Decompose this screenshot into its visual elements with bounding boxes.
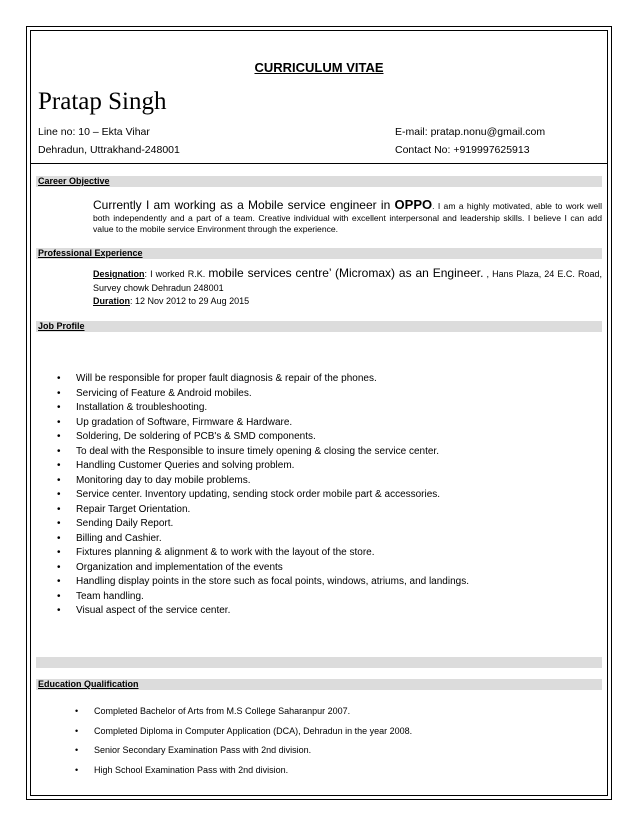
list-item: • Will be responsible for proper fault diagnosis & repair of the phones. — [76, 372, 469, 387]
list-item: • Installation & troubleshooting. — [76, 401, 469, 416]
education-heading: Education Qualification — [38, 679, 139, 689]
designation-main: mobile services centre’ (Micromax) as an Engineer. — [208, 266, 484, 280]
list-item: • Handling display points in the store such as focal points, windows, atriums, and landings. — [76, 575, 469, 590]
job-profile-bar — [36, 321, 602, 332]
education-list — [94, 702, 412, 780]
list-item: • Service center. Inventory updating, sending stock order mobile part & accessories. — [76, 488, 469, 503]
list-item: • Handling Customer Queries and solving problem. — [76, 459, 469, 474]
duration-line — [93, 296, 249, 306]
list-item: • Soldering, De soldering of PCB's & SMD components. — [76, 430, 469, 445]
designation-label: Designation — [93, 269, 145, 279]
duration-label: Duration — [93, 296, 130, 306]
document-title: CURRICULUM VITAE — [254, 60, 384, 75]
address-line-2: Dehradun, Uttrakhand-248001 — [38, 144, 180, 156]
list-item: • Organization and implementation of the events — [76, 561, 469, 576]
list-item: • Team handling. — [76, 590, 469, 605]
list-item: • Sending Daily Report. — [76, 517, 469, 532]
duration-value: : 12 Nov 2012 to 29 Aug 2015 — [130, 296, 250, 306]
objective-body: . I am a highly motivated, able to work well both independently and a part of a team. Creative individual with excellent interpersonal and leadership skills. I believe I can add value to the mobile service Environment through the experience. — [93, 201, 603, 234]
career-objective-text — [93, 199, 602, 236]
objective-lead: Currently I am working as a Mobile service engineer in — [93, 198, 395, 212]
candidate-name: Pratap Singh — [38, 88, 167, 115]
contact-number: Contact No: +919997625913 — [395, 144, 530, 156]
list-item: • Fixtures planning & alignment & to work with the layout of the store. — [76, 546, 469, 561]
list-item: • Repair Target Orientation. — [76, 503, 469, 518]
list-item: • To deal with the Responsible to insure timely opening & closing the service center. — [76, 445, 469, 460]
list-item: • High School Examination Pass with 2nd division. — [94, 761, 412, 781]
list-item: • Up gradation of Software, Firmware & Hardware. — [76, 416, 469, 431]
list-item: • Completed Bachelor of Arts from M.S College Saharanpur 2007. — [94, 702, 412, 722]
job-profile-list — [76, 372, 469, 619]
spacer-bar — [36, 657, 602, 668]
list-item: • Monitoring day to day mobile problems. — [76, 474, 469, 489]
career-objective-bar — [36, 176, 602, 187]
list-item: • Billing and Cashier. — [76, 532, 469, 547]
designation-prefix: : I worked R.K. — [144, 269, 209, 279]
list-item: • Visual aspect of the service center. — [76, 604, 469, 619]
objective-company: OPPO — [394, 197, 433, 212]
designation-text — [93, 266, 602, 295]
list-item: • Senior Secondary Examination Pass with 2nd division. — [94, 741, 412, 761]
email: E-mail: pratap.nonu@gmail.com — [395, 126, 546, 138]
address-line-1: Line no: 10 – Ekta Vihar — [38, 126, 150, 138]
header-divider — [30, 163, 608, 164]
list-item: • Completed Diploma in Computer Application (DCA), Dehradun in the year 2008. — [94, 722, 412, 742]
career-objective-heading: Career Objective — [38, 176, 110, 186]
list-item: • Servicing of Feature & Android mobiles. — [76, 387, 469, 402]
designation-address: , Hans Plaza, 24 E.C. Road, Survey chowk Dehradun 248001 — [93, 269, 602, 293]
job-profile-heading: Job Profile — [38, 321, 85, 331]
professional-experience-heading: Professional Experience — [38, 248, 143, 258]
